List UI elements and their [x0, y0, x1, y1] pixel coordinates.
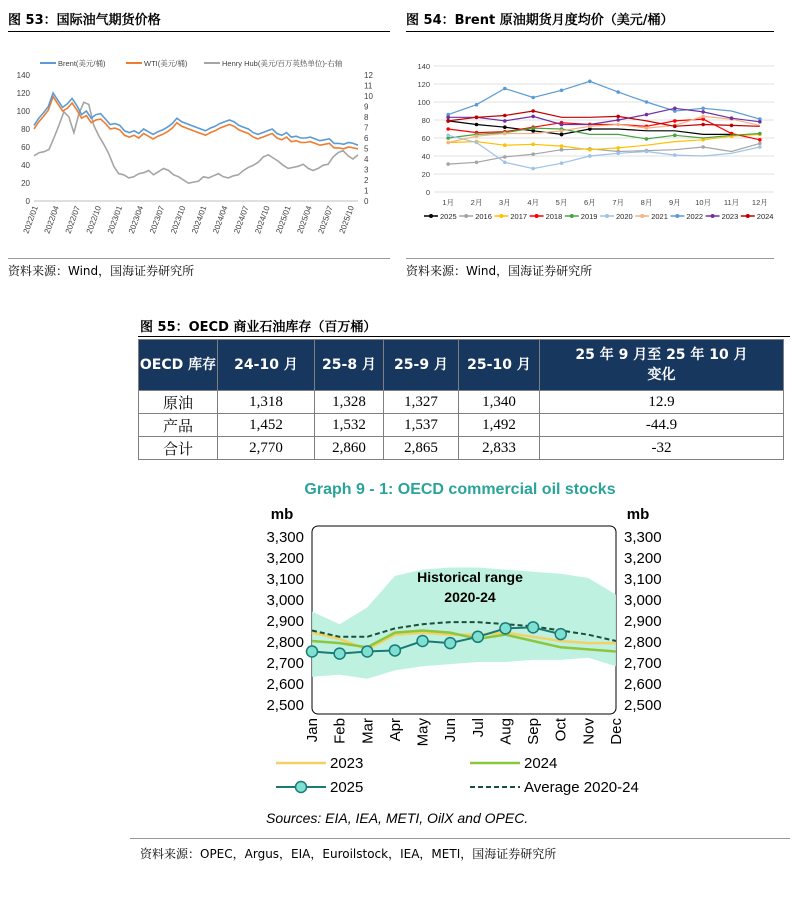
series-point-2023 [701, 110, 705, 114]
fig53-source: 资料来源：Wind，国海证券研究所 [8, 264, 195, 278]
y2-tick-label: 10 [364, 92, 373, 101]
series-point-2017 [531, 143, 535, 147]
legend-label: 2023 [330, 755, 364, 772]
fig54-source-rule [406, 258, 774, 259]
series-point-2016 [701, 145, 705, 149]
series-point-2022 [503, 87, 507, 91]
table-cell: 1,328 [315, 391, 384, 414]
y-tick-label: 2,900 [266, 613, 304, 630]
series-point-2021 [645, 126, 649, 130]
x-tick-label: Apr [386, 718, 404, 742]
y-tick-label: 140 [417, 62, 430, 71]
table-cell: 1,318 [218, 391, 315, 414]
series-point-2023 [446, 116, 450, 120]
table-cell: 2,860 [315, 437, 384, 460]
legend-label: 2017 [510, 212, 528, 221]
legend-label: 2022 [686, 212, 704, 221]
y-tick-label: 80 [21, 125, 30, 134]
y2-tick-label: 9 [364, 102, 369, 112]
x-tick-label: Feb [331, 718, 349, 744]
x-tick-label: 10月 [695, 198, 712, 207]
y2-tick-label: 12 [364, 71, 373, 80]
x-tick-label: 2025/07 [316, 204, 335, 235]
legend-label: 2023 [721, 212, 739, 221]
series-point-2025 [503, 125, 507, 129]
y-tick-label: 60 [421, 134, 430, 143]
series-point-2023 [758, 120, 762, 124]
x-tick-label: 2月 [470, 198, 483, 207]
table-cell: 原油 [139, 391, 218, 414]
series-point-2020 [446, 134, 450, 138]
series-point-2018 [446, 127, 450, 131]
series-point-2025 [445, 638, 456, 649]
y2-tick-label: 3 [364, 165, 369, 175]
series-point-2021 [560, 129, 564, 133]
legend-label: 2025 [440, 212, 457, 221]
table-cell: 1,327 [384, 391, 459, 414]
fig55-title-rule [138, 336, 790, 337]
series-point-2020 [616, 152, 620, 156]
table-header-cell: 25-8 月 [315, 340, 384, 391]
x-tick-label: 8月 [640, 198, 653, 207]
legend-label: Average 2020-24 [524, 779, 639, 796]
x-tick-label: 6月 [583, 198, 596, 207]
series-point-2025 [389, 645, 400, 656]
x-tick-label: 5月 [555, 198, 568, 207]
oecd-inventory-table [138, 339, 784, 460]
x-tick-label: 2025/04 [295, 204, 314, 235]
y2-tick-label: 4 [364, 155, 369, 164]
fig55-source-rule [130, 838, 790, 839]
x-tick-label: 2022/07 [63, 204, 83, 235]
y2-tick-label: 8 [364, 113, 369, 122]
y-tick-label: 3,200 [266, 550, 304, 567]
table-row [139, 414, 784, 437]
y-tick-label: 100 [417, 98, 430, 107]
series-point-2016 [503, 155, 507, 159]
annotation-text: 2020-24 [444, 589, 496, 605]
series-point-2016 [446, 162, 450, 166]
series-point-2020 [673, 153, 677, 157]
table-header-cell: 25 年 9 月至 25 年 10 月变化 [540, 340, 784, 391]
y-tick-label: 80 [421, 116, 430, 125]
x-tick-label: Mar [359, 718, 377, 744]
table-row [139, 437, 784, 460]
y2-tick-label: 2,700 [624, 655, 662, 672]
series-point-2024 [503, 114, 507, 118]
table-cell: 合计 [139, 437, 218, 460]
series-line-2016 [448, 143, 760, 164]
table-header-cell: OECD 库存 [139, 340, 218, 391]
table-cell: -44.9 [540, 414, 784, 437]
x-tick-label: 1月 [442, 198, 455, 207]
x-tick-label: May [414, 718, 432, 747]
series-point-2019 [531, 126, 535, 130]
series-point-2023 [730, 116, 734, 120]
y-tick-label: 120 [16, 89, 30, 98]
y2-tick-label: 3,100 [624, 571, 662, 588]
x-tick-label: 2023/04 [126, 204, 146, 235]
legend-marker [605, 214, 609, 218]
series-point-2022 [701, 107, 705, 111]
fig54-title-rule [406, 31, 774, 32]
y-tick-label: 0 [425, 188, 430, 197]
series-point-2019 [645, 137, 649, 141]
legend-marker [570, 214, 574, 218]
series-point-2025 [528, 622, 539, 633]
series-point-2024 [701, 123, 705, 127]
legend-marker [499, 214, 503, 218]
table-cell: 2,770 [218, 437, 315, 460]
y-tick-label: 140 [16, 71, 30, 80]
series-point-2019 [758, 132, 762, 136]
table-cell: 1,537 [384, 414, 459, 437]
y-tick-label: 40 [421, 152, 430, 161]
y2-tick-label: 3,300 [624, 529, 662, 546]
table-cell: 1,532 [315, 414, 384, 437]
x-tick-label: 2025/10 [337, 204, 356, 235]
x-tick-label: Aug [497, 718, 515, 745]
y2-tick-label: 1 [364, 186, 369, 196]
fig53-chart [8, 52, 393, 252]
table-cell: 12.9 [540, 391, 784, 414]
legend-label: Brent(美元/桶) [58, 59, 106, 68]
table-cell: -32 [540, 437, 784, 460]
x-tick-label: 2022/04 [42, 204, 61, 235]
series-point-2018 [758, 138, 762, 142]
x-tick-label: 4月 [527, 198, 540, 207]
series-point-2022 [475, 103, 479, 107]
y2-tick-label: 3,000 [624, 592, 662, 609]
y-tick-label: 2,800 [266, 634, 304, 651]
x-tick-label: Sep [525, 718, 543, 745]
x-tick-label: 2024/07 [232, 204, 251, 235]
series-point-2025 [560, 133, 564, 137]
x-tick-label: Jun [442, 718, 460, 743]
legend-label: 2025 [330, 779, 364, 796]
legend-label: 2024 [756, 212, 774, 221]
x-tick-label: Nov [580, 718, 598, 745]
series-point-2024 [446, 119, 450, 123]
x-tick-label: 2023/07 [147, 204, 167, 235]
series-line-brent [34, 93, 358, 145]
table-header-cell: 24-10 月 [218, 340, 315, 391]
series-point-2021 [475, 134, 479, 138]
legend-marker [296, 782, 307, 793]
x-tick-label: 2022/01 [21, 204, 40, 235]
table-cell: 1,452 [218, 414, 315, 437]
x-tick-label: 2025/01 [274, 204, 293, 235]
table-row [139, 391, 784, 414]
y2-tick-label: 7 [364, 123, 369, 133]
legend-label: 2021 [651, 212, 668, 221]
legend-marker [746, 214, 750, 218]
series-point-2025 [555, 629, 566, 640]
legend-marker [711, 214, 715, 218]
series-point-2020 [588, 154, 592, 158]
series-point-2019 [673, 134, 677, 138]
series-point-2017 [503, 143, 507, 147]
chart-title: Graph 9 - 1: OECD commercial oil stocks [304, 481, 616, 498]
fig53-title: 图 53：国际油气期货价格 [8, 13, 161, 28]
series-point-2024 [531, 109, 535, 113]
series-point-2017 [560, 144, 564, 148]
series-point-2024 [616, 115, 620, 119]
annotation-text: Historical range [417, 569, 523, 585]
table-cell: 产品 [139, 414, 218, 437]
y-tick-label: 2,600 [266, 676, 304, 693]
table-cell: 2,833 [459, 437, 540, 460]
legend-label: WTI(美元/桶) [144, 59, 188, 68]
series-point-2022 [560, 89, 564, 93]
series-point-2023 [645, 113, 649, 117]
x-tick-label: Jul [469, 718, 487, 738]
fig54-source: 资料来源：Wind，国海证券研究所 [406, 264, 593, 278]
y2-tick-label: 2 [364, 176, 369, 185]
fig55-opec-chart [240, 474, 680, 830]
x-tick-label: 2024/01 [190, 204, 209, 235]
series-point-2025 [472, 631, 483, 642]
x-tick-label: Dec [608, 718, 625, 745]
series-point-2016 [560, 148, 564, 152]
legend-label: 2020 [616, 212, 633, 221]
legend-marker [464, 214, 468, 218]
legend-marker [535, 214, 539, 218]
fig54-chart [406, 52, 780, 230]
series-point-2023 [673, 107, 677, 111]
table-header-cell: 25-10 月 [459, 340, 540, 391]
series-point-2022 [588, 80, 592, 84]
y-tick-label: 3,300 [266, 529, 304, 546]
series-point-2020 [531, 167, 535, 171]
series-point-2025 [475, 123, 479, 127]
y-tick-label: 120 [417, 80, 430, 89]
series-point-2018 [673, 119, 677, 123]
x-tick-label: 2022/10 [84, 204, 104, 235]
legend-label: 2018 [545, 212, 563, 221]
table-cell: 2,865 [384, 437, 459, 460]
y2-tick-label: 2,600 [624, 676, 662, 693]
y-tick-label: 3,100 [266, 571, 304, 588]
series-point-2020 [645, 150, 649, 154]
table-cell: 1,340 [459, 391, 540, 414]
series-point-2024 [730, 124, 734, 128]
series-point-2020 [475, 141, 479, 145]
fig53-title-rule [8, 31, 390, 32]
y2-tick-label: 2,900 [624, 613, 662, 630]
y-tick-label: 3,000 [266, 592, 304, 609]
x-tick-label: 9月 [668, 198, 681, 207]
series-point-2024 [475, 116, 479, 120]
y-tick-label: 40 [21, 161, 30, 170]
series-point-2022 [645, 100, 649, 104]
table-header-row [139, 340, 784, 391]
series-point-2025 [334, 648, 345, 659]
series-point-2017 [616, 146, 620, 150]
x-tick-label: 2024/04 [211, 204, 230, 235]
y2-tick-label: 2,500 [624, 697, 662, 714]
y-tick-label: 20 [21, 179, 30, 188]
fig55-source: 资料来源：OPEC，Argus，EIA，Euroilstock，IEA，METI，国海证券研究所 [140, 847, 557, 861]
fig53-source-rule [8, 258, 390, 259]
legend-marker [675, 214, 679, 218]
series-point-2021 [701, 115, 705, 119]
series-point-2016 [475, 161, 479, 165]
y-axis-label-right: mb [626, 506, 650, 523]
series-point-2025 [307, 646, 318, 657]
series-point-2020 [503, 161, 507, 165]
series-point-2023 [560, 123, 564, 127]
y-tick-label: 60 [21, 143, 30, 152]
series-point-2020 [758, 145, 762, 149]
y-tick-label: 20 [421, 170, 430, 179]
y-tick-label: 0 [25, 197, 30, 206]
series-point-2016 [531, 152, 535, 156]
fig55-title: 图 55：OECD 商业石油库存（百万桶） [140, 320, 377, 335]
y-tick-label: 100 [16, 107, 30, 116]
legend-marker [640, 214, 644, 218]
x-tick-label: 12月 [751, 198, 768, 207]
series-point-2021 [616, 123, 620, 127]
y-tick-label: 2,700 [266, 655, 304, 672]
x-tick-label: Oct [552, 718, 570, 742]
y-axis-label-left: mb [270, 506, 294, 523]
legend-label: 2024 [524, 755, 558, 772]
x-tick-label: 2023/01 [105, 204, 125, 235]
table-cell: 1,492 [459, 414, 540, 437]
chart-sources-note: Sources: EIA, IEA, METI, OilX and OPEC. [266, 810, 529, 826]
y2-tick-label: 11 [364, 81, 373, 91]
x-tick-label: 2023/10 [168, 204, 188, 235]
table-header-cell: 25-9 月 [384, 340, 459, 391]
y2-tick-label: 2,800 [624, 634, 662, 651]
series-line-2020 [448, 135, 760, 168]
series-line-2019 [448, 128, 760, 139]
series-point-2022 [531, 96, 535, 100]
fig54-title: 图 54：Brent 原油期货月度均价（美元/桶） [406, 13, 674, 28]
series-point-2024 [673, 125, 677, 129]
legend-label: 2019 [580, 212, 598, 221]
x-tick-label: 2024/10 [253, 204, 272, 235]
series-point-2017 [588, 148, 592, 152]
x-tick-label: 7月 [612, 198, 625, 207]
series-point-2025 [417, 636, 428, 647]
x-tick-label: 3月 [498, 198, 511, 207]
series-point-2025 [500, 623, 511, 634]
series-point-2025 [362, 646, 373, 657]
series-line-2022 [448, 81, 760, 119]
y2-tick-label: 3,200 [624, 550, 662, 567]
series-point-2022 [616, 90, 620, 94]
series-point-2023 [531, 115, 535, 119]
series-point-2023 [616, 118, 620, 122]
y-tick-label: 2,500 [266, 697, 304, 714]
series-point-2021 [446, 141, 450, 145]
y2-tick-label: 0 [364, 197, 369, 206]
x-tick-label: Jan [304, 718, 321, 743]
legend-label: 2016 [475, 212, 492, 221]
y2-tick-label: 6 [364, 134, 369, 143]
legend-label: Henry Hub(美元/百万英热单位)-右轴 [222, 59, 343, 68]
y2-tick-label: 5 [364, 144, 369, 154]
series-point-2023 [503, 119, 507, 123]
series-point-2020 [560, 161, 564, 165]
series-point-2016 [758, 142, 762, 146]
series-point-2021 [503, 132, 507, 136]
legend-marker [429, 214, 433, 218]
x-tick-label: 11月 [723, 198, 740, 207]
